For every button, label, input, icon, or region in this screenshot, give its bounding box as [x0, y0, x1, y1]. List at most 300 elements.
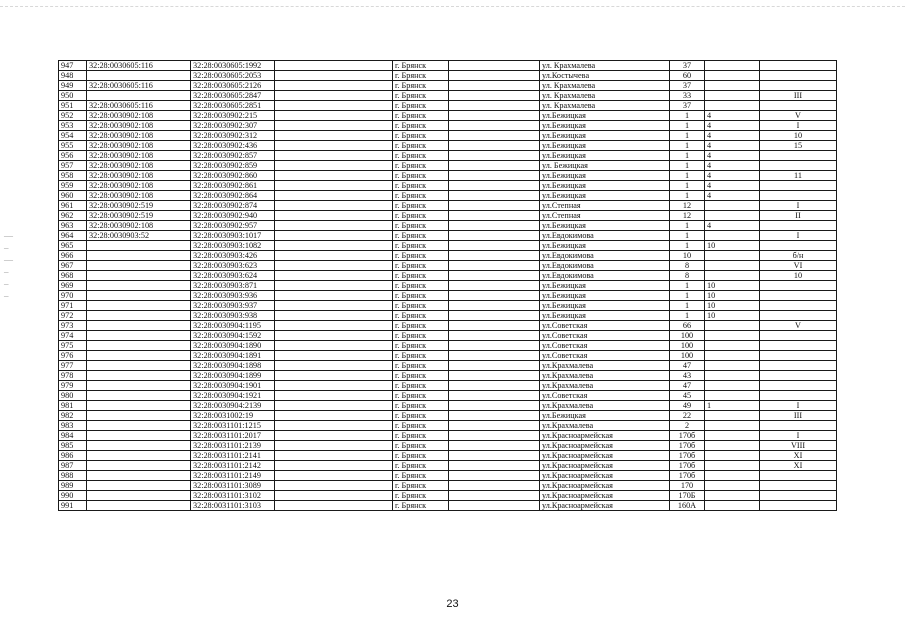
- parent-cadastral-number: [87, 441, 191, 451]
- row-number: 969: [59, 281, 87, 291]
- house-number: 43: [670, 371, 705, 381]
- house-number: 170б: [670, 471, 705, 481]
- street: ул.Бежицкая: [540, 181, 670, 191]
- city: г. Брянск: [393, 371, 449, 381]
- room-number: [760, 341, 837, 351]
- empty-cell: [275, 201, 393, 211]
- flat-number: [705, 211, 760, 221]
- parent-cadastral-number: 32:28:0030902:108: [87, 191, 191, 201]
- cadastral-number: 32:28:0031101:3103: [191, 501, 275, 511]
- cadastral-number: 32:28:0030605:2851: [191, 101, 275, 111]
- empty-cell: [449, 261, 540, 271]
- house-number: 1: [670, 191, 705, 201]
- empty-cell: [275, 121, 393, 131]
- empty-cell: [449, 151, 540, 161]
- row-number: 975: [59, 341, 87, 351]
- parent-cadastral-number: [87, 361, 191, 371]
- cadastral-number: 32:28:0030904:1890: [191, 341, 275, 351]
- empty-cell: [275, 491, 393, 501]
- city: г. Брянск: [393, 451, 449, 461]
- empty-cell: [449, 211, 540, 221]
- row-number: 978: [59, 371, 87, 381]
- parent-cadastral-number: [87, 341, 191, 351]
- street: ул. Бежицкая: [540, 161, 670, 171]
- city: г. Брянск: [393, 61, 449, 71]
- house-number: 1: [670, 141, 705, 151]
- empty-cell: [275, 221, 393, 231]
- table-row: [59, 271, 837, 281]
- empty-cell: [275, 281, 393, 291]
- empty-cell: [275, 391, 393, 401]
- house-number: 170: [670, 481, 705, 491]
- room-number: V: [760, 111, 837, 121]
- empty-cell: [449, 391, 540, 401]
- flat-number: [705, 251, 760, 261]
- flat-number: [705, 491, 760, 501]
- street: ул.Бежицкая: [540, 241, 670, 251]
- parent-cadastral-number: 32:28:0030902:108: [87, 111, 191, 121]
- table-row: [59, 181, 837, 191]
- row-number: 980: [59, 391, 87, 401]
- margin-marks: — – — – – –: [4, 231, 13, 301]
- empty-cell: [275, 381, 393, 391]
- house-number: 170б: [670, 441, 705, 451]
- table-row: [59, 371, 837, 381]
- table-row: [59, 161, 837, 171]
- city: г. Брянск: [393, 141, 449, 151]
- empty-cell: [449, 141, 540, 151]
- house-number: 47: [670, 361, 705, 371]
- parent-cadastral-number: [87, 381, 191, 391]
- row-number: 958: [59, 171, 87, 181]
- table-row: [59, 301, 837, 311]
- cadastral-number: 32:28:0030904:1901: [191, 381, 275, 391]
- flat-number: [705, 81, 760, 91]
- house-number: 160А: [670, 501, 705, 511]
- parent-cadastral-number: [87, 291, 191, 301]
- empty-cell: [275, 291, 393, 301]
- parent-cadastral-number: [87, 241, 191, 251]
- cadastral-number: 32:28:0031101:3102: [191, 491, 275, 501]
- street: ул. Крахмалева: [540, 101, 670, 111]
- street: ул.Костычева: [540, 71, 670, 81]
- room-number: [760, 331, 837, 341]
- street: ул.Красноармейская: [540, 441, 670, 451]
- table-row: [59, 81, 837, 91]
- parent-cadastral-number: [87, 321, 191, 331]
- row-number: 959: [59, 181, 87, 191]
- street: ул.Советская: [540, 321, 670, 331]
- house-number: 10: [670, 251, 705, 261]
- parent-cadastral-number: 32:28:0030902:108: [87, 151, 191, 161]
- flat-number: [705, 421, 760, 431]
- room-number: [760, 421, 837, 431]
- room-number: I: [760, 231, 837, 241]
- house-number: 60: [670, 71, 705, 81]
- parent-cadastral-number: 32:28:0030902:108: [87, 181, 191, 191]
- house-number: 1: [670, 161, 705, 171]
- house-number: 1: [670, 151, 705, 161]
- city: г. Брянск: [393, 161, 449, 171]
- parent-cadastral-number: [87, 251, 191, 261]
- empty-cell: [449, 481, 540, 491]
- city: г. Брянск: [393, 331, 449, 341]
- cadastral-number: 32:28:0030904:1592: [191, 331, 275, 341]
- city: г. Брянск: [393, 431, 449, 441]
- street: ул.Бежицкая: [540, 311, 670, 321]
- cadastral-number: 32:28:0031002:19: [191, 411, 275, 421]
- street: ул.Евдокимова: [540, 231, 670, 241]
- table-row: [59, 341, 837, 351]
- parent-cadastral-number: [87, 471, 191, 481]
- flat-number: 4: [705, 171, 760, 181]
- empty-cell: [275, 461, 393, 471]
- cadastral-number: 32:28:0030903:426: [191, 251, 275, 261]
- city: г. Брянск: [393, 271, 449, 281]
- cadastral-number: 32:28:0030902:215: [191, 111, 275, 121]
- room-number: VIII: [760, 441, 837, 451]
- row-number: 971: [59, 301, 87, 311]
- street: ул.Красноармейская: [540, 491, 670, 501]
- city: г. Брянск: [393, 131, 449, 141]
- city: г. Брянск: [393, 321, 449, 331]
- parent-cadastral-number: [87, 451, 191, 461]
- row-number: 983: [59, 421, 87, 431]
- row-number: 979: [59, 381, 87, 391]
- flat-number: [705, 261, 760, 271]
- table-row: [59, 291, 837, 301]
- city: г. Брянск: [393, 71, 449, 81]
- city: г. Брянск: [393, 231, 449, 241]
- flat-number: [705, 321, 760, 331]
- cadastral-number: 32:28:0030904:2139: [191, 401, 275, 411]
- empty-cell: [275, 241, 393, 251]
- empty-cell: [275, 161, 393, 171]
- room-number: [760, 71, 837, 81]
- empty-cell: [449, 281, 540, 291]
- street: ул.Бежицкая: [540, 301, 670, 311]
- parent-cadastral-number: [87, 431, 191, 441]
- empty-cell: [275, 61, 393, 71]
- table-row: [59, 261, 837, 271]
- room-number: [760, 281, 837, 291]
- room-number: [760, 61, 837, 71]
- row-number: 988: [59, 471, 87, 481]
- cadastral-number: 32:28:0030902:860: [191, 171, 275, 181]
- flat-number: [705, 91, 760, 101]
- cadastral-number: 32:28:0030605:1992: [191, 61, 275, 71]
- empty-cell: [275, 411, 393, 421]
- room-number: [760, 221, 837, 231]
- city: г. Брянск: [393, 441, 449, 451]
- parent-cadastral-number: 32:28:0030903:52: [87, 231, 191, 241]
- table-row: [59, 151, 837, 161]
- city: г. Брянск: [393, 341, 449, 351]
- cadastral-number: 32:28:0030902:307: [191, 121, 275, 131]
- street: ул.Советская: [540, 341, 670, 351]
- row-number: 948: [59, 71, 87, 81]
- row-number: 955: [59, 141, 87, 151]
- room-number: [760, 151, 837, 161]
- city: г. Брянск: [393, 261, 449, 271]
- table-row: [59, 361, 837, 371]
- city: г. Брянск: [393, 201, 449, 211]
- cadastral-number: 32:28:0031101:2017: [191, 431, 275, 441]
- street: ул.Бежицкая: [540, 191, 670, 201]
- house-number: 8: [670, 271, 705, 281]
- row-number: 947: [59, 61, 87, 71]
- empty-cell: [275, 171, 393, 181]
- row-number: 973: [59, 321, 87, 331]
- flat-number: [705, 341, 760, 351]
- row-number: 982: [59, 411, 87, 421]
- room-number: [760, 381, 837, 391]
- street: ул.Советская: [540, 351, 670, 361]
- row-number: 961: [59, 201, 87, 211]
- street: ул.Бежицкая: [540, 131, 670, 141]
- table-row: [59, 131, 837, 141]
- room-number: III: [760, 411, 837, 421]
- row-number: 981: [59, 401, 87, 411]
- empty-cell: [275, 501, 393, 511]
- city: г. Брянск: [393, 221, 449, 231]
- room-number: VI: [760, 261, 837, 271]
- parent-cadastral-number: [87, 391, 191, 401]
- empty-cell: [449, 401, 540, 411]
- empty-cell: [275, 101, 393, 111]
- street: ул.Бежицкая: [540, 111, 670, 121]
- city: г. Брянск: [393, 101, 449, 111]
- row-number: 956: [59, 151, 87, 161]
- room-number: [760, 301, 837, 311]
- room-number: 10: [760, 131, 837, 141]
- flat-number: [705, 61, 760, 71]
- city: г. Брянск: [393, 281, 449, 291]
- room-number: XI: [760, 451, 837, 461]
- city: г. Брянск: [393, 381, 449, 391]
- empty-cell: [449, 291, 540, 301]
- street: ул.Советская: [540, 391, 670, 401]
- street: ул.Красноармейская: [540, 501, 670, 511]
- empty-cell: [449, 341, 540, 351]
- empty-cell: [449, 251, 540, 261]
- house-number: 1: [670, 221, 705, 231]
- house-number: 1: [670, 231, 705, 241]
- row-number: 968: [59, 271, 87, 281]
- empty-cell: [275, 271, 393, 281]
- empty-cell: [275, 191, 393, 201]
- parent-cadastral-number: 32:28:0030902:108: [87, 141, 191, 151]
- flat-number: 10: [705, 281, 760, 291]
- empty-cell: [449, 421, 540, 431]
- city: г. Брянск: [393, 241, 449, 251]
- empty-cell: [275, 481, 393, 491]
- parent-cadastral-number: 32:28:0030605:116: [87, 81, 191, 91]
- flat-number: 1: [705, 401, 760, 411]
- table-row: [59, 221, 837, 231]
- empty-cell: [275, 371, 393, 381]
- table-row: [59, 501, 837, 511]
- table-row: [59, 111, 837, 121]
- page-number: 23: [446, 598, 459, 610]
- room-number: [760, 181, 837, 191]
- row-number: 962: [59, 211, 87, 221]
- parent-cadastral-number: [87, 491, 191, 501]
- row-number: 986: [59, 451, 87, 461]
- parent-cadastral-number: 32:28:0030902:519: [87, 201, 191, 211]
- room-number: [760, 371, 837, 381]
- empty-cell: [449, 61, 540, 71]
- property-table: [58, 60, 837, 511]
- cadastral-number: 32:28:0030903:1017: [191, 231, 275, 241]
- house-number: 170б: [670, 461, 705, 471]
- table-row: [59, 201, 837, 211]
- table-row: [59, 411, 837, 421]
- parent-cadastral-number: [87, 481, 191, 491]
- room-number: 10: [760, 271, 837, 281]
- empty-cell: [449, 131, 540, 141]
- cadastral-number: 32:28:0031101:3089: [191, 481, 275, 491]
- empty-cell: [449, 271, 540, 281]
- city: г. Брянск: [393, 401, 449, 411]
- parent-cadastral-number: [87, 401, 191, 411]
- row-number: 967: [59, 261, 87, 271]
- house-number: 170б: [670, 451, 705, 461]
- cadastral-number: 32:28:0030902:857: [191, 151, 275, 161]
- room-number: I: [760, 201, 837, 211]
- table-row: [59, 381, 837, 391]
- flat-number: [705, 451, 760, 461]
- house-number: 37: [670, 81, 705, 91]
- empty-cell: [275, 421, 393, 431]
- empty-cell: [275, 351, 393, 361]
- city: г. Брянск: [393, 251, 449, 261]
- flat-number: [705, 461, 760, 471]
- empty-cell: [275, 471, 393, 481]
- empty-cell: [275, 431, 393, 441]
- empty-cell: [275, 361, 393, 371]
- city: г. Брянск: [393, 311, 449, 321]
- table-row: [59, 71, 837, 81]
- house-number: 1: [670, 241, 705, 251]
- city: г. Брянск: [393, 461, 449, 471]
- street: ул. Крахмалева: [540, 61, 670, 71]
- house-number: 1: [670, 281, 705, 291]
- parent-cadastral-number: [87, 261, 191, 271]
- room-number: [760, 191, 837, 201]
- parent-cadastral-number: [87, 351, 191, 361]
- cadastral-number: 32:28:0030903:937: [191, 301, 275, 311]
- row-number: 966: [59, 251, 87, 261]
- street: ул.Бежицкая: [540, 411, 670, 421]
- flat-number: [705, 371, 760, 381]
- empty-cell: [449, 301, 540, 311]
- table-row: [59, 231, 837, 241]
- parent-cadastral-number: [87, 271, 191, 281]
- city: г. Брянск: [393, 411, 449, 421]
- table-row: [59, 451, 837, 461]
- street: ул. Крахмалева: [540, 81, 670, 91]
- flat-number: 4: [705, 121, 760, 131]
- room-number: I: [760, 401, 837, 411]
- parent-cadastral-number: [87, 91, 191, 101]
- cadastral-number: 32:28:0031101:2141: [191, 451, 275, 461]
- cadastral-number: 32:28:0030904:1899: [191, 371, 275, 381]
- city: г. Брянск: [393, 81, 449, 91]
- parent-cadastral-number: 32:28:0030902:108: [87, 121, 191, 131]
- row-number: 960: [59, 191, 87, 201]
- house-number: 33: [670, 91, 705, 101]
- street: ул.Красноармейская: [540, 481, 670, 491]
- city: г. Брянск: [393, 301, 449, 311]
- empty-cell: [275, 141, 393, 151]
- street: ул.Бежицкая: [540, 171, 670, 181]
- row-number: 951: [59, 101, 87, 111]
- room-number: [760, 241, 837, 251]
- row-number: 987: [59, 461, 87, 471]
- table-row: [59, 281, 837, 291]
- city: г. Брянск: [393, 361, 449, 371]
- flat-number: [705, 231, 760, 241]
- empty-cell: [275, 441, 393, 451]
- room-number: [760, 471, 837, 481]
- parent-cadastral-number: 32:28:0030902:108: [87, 161, 191, 171]
- flat-number: [705, 331, 760, 341]
- cadastral-number: 32:28:0030902:859: [191, 161, 275, 171]
- room-number: I: [760, 121, 837, 131]
- street: ул.Красноармейская: [540, 431, 670, 441]
- room-number: [760, 291, 837, 301]
- empty-cell: [275, 341, 393, 351]
- parent-cadastral-number: [87, 421, 191, 431]
- parent-cadastral-number: 32:28:0030605:116: [87, 101, 191, 111]
- row-number: 954: [59, 131, 87, 141]
- house-number: 8: [670, 261, 705, 271]
- row-number: 957: [59, 161, 87, 171]
- table-row: [59, 461, 837, 471]
- empty-cell: [449, 451, 540, 461]
- table-row: [59, 311, 837, 321]
- empty-cell: [275, 321, 393, 331]
- street: ул.Евдокимова: [540, 261, 670, 271]
- room-number: [760, 361, 837, 371]
- city: г. Брянск: [393, 501, 449, 511]
- street: ул.Бежицкая: [540, 221, 670, 231]
- city: г. Брянск: [393, 181, 449, 191]
- house-number: 37: [670, 101, 705, 111]
- row-number: 977: [59, 361, 87, 371]
- empty-cell: [449, 431, 540, 441]
- room-number: II: [760, 211, 837, 221]
- empty-cell: [275, 261, 393, 271]
- empty-cell: [449, 121, 540, 131]
- table-row: [59, 211, 837, 221]
- parent-cadastral-number: [87, 411, 191, 421]
- table-body: [59, 61, 837, 511]
- house-number: 1: [670, 131, 705, 141]
- empty-cell: [275, 251, 393, 261]
- cadastral-number: 32:28:0031101:2149: [191, 471, 275, 481]
- flat-number: 4: [705, 181, 760, 191]
- table-row: [59, 421, 837, 431]
- room-number: [760, 161, 837, 171]
- street: ул.Степная: [540, 201, 670, 211]
- house-number: 1: [670, 181, 705, 191]
- parent-cadastral-number: 32:28:0030902:108: [87, 221, 191, 231]
- street: ул.Бежицкая: [540, 151, 670, 161]
- flat-number: [705, 381, 760, 391]
- parent-cadastral-number: [87, 301, 191, 311]
